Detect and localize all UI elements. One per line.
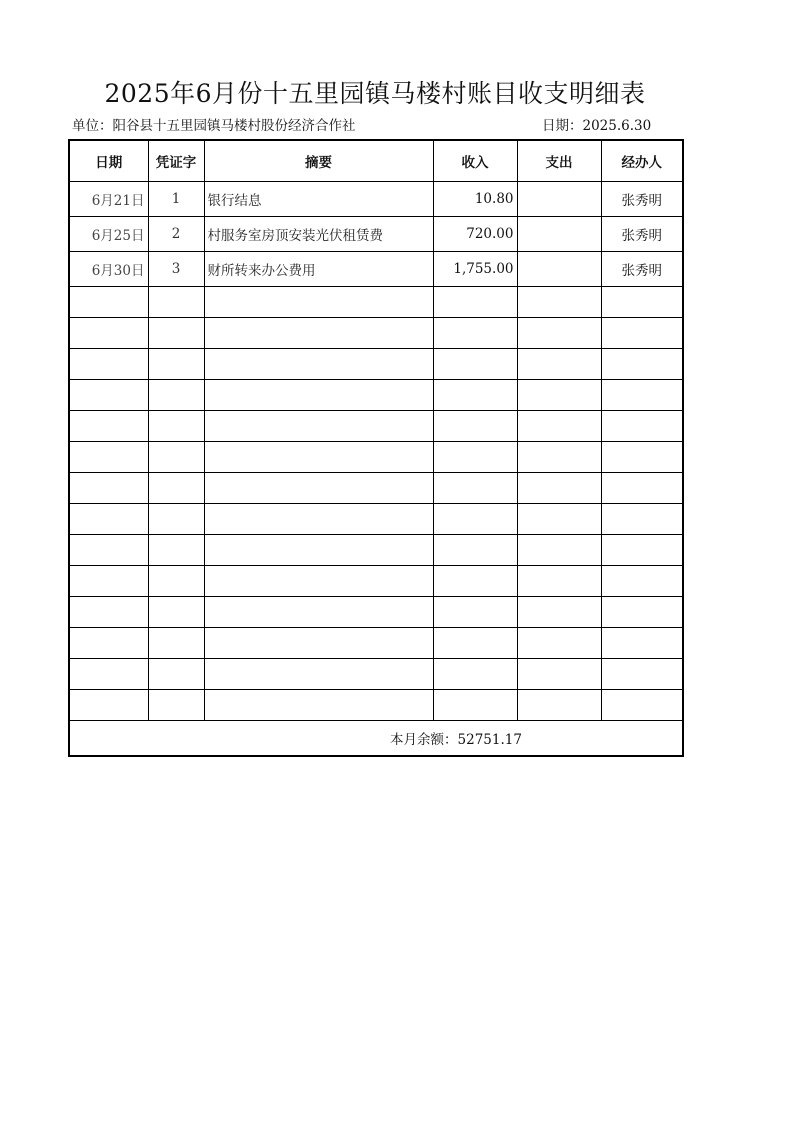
empty-cell	[517, 566, 601, 597]
empty-cell	[517, 597, 601, 628]
empty-cell	[69, 597, 148, 628]
empty-cell	[69, 628, 148, 659]
empty-cell	[69, 287, 148, 318]
cell-summary: 银行结息	[204, 182, 433, 217]
empty-row	[69, 349, 683, 380]
empty-cell	[601, 442, 683, 473]
empty-row	[69, 380, 683, 411]
empty-cell	[517, 690, 601, 721]
empty-cell	[433, 504, 517, 535]
header-voucher: 凭证字	[148, 140, 204, 182]
cell-income: 720.00	[433, 217, 517, 252]
unit-label: 单位：阳谷县十五里园镇马楼村股份经济合作社	[72, 118, 356, 134]
empty-cell	[601, 349, 683, 380]
empty-cell	[204, 659, 433, 690]
empty-cell	[148, 473, 204, 504]
empty-cell	[204, 318, 433, 349]
empty-cell	[204, 287, 433, 318]
empty-row	[69, 690, 683, 721]
empty-cell	[433, 473, 517, 504]
empty-cell	[601, 473, 683, 504]
empty-cell	[69, 349, 148, 380]
empty-cell	[601, 318, 683, 349]
empty-cell	[148, 659, 204, 690]
cell-income: 1,755.00	[433, 252, 517, 287]
empty-cell	[69, 318, 148, 349]
balance-row	[69, 721, 683, 757]
empty-cell	[517, 349, 601, 380]
empty-cell	[517, 473, 601, 504]
empty-cell	[148, 411, 204, 442]
empty-cell	[204, 566, 433, 597]
empty-cell	[204, 380, 433, 411]
empty-cell	[517, 411, 601, 442]
balance-cell	[69, 721, 683, 757]
empty-cell	[148, 442, 204, 473]
empty-cell	[148, 287, 204, 318]
empty-cell	[517, 318, 601, 349]
empty-cell	[148, 318, 204, 349]
empty-cell	[517, 287, 601, 318]
empty-cell	[204, 690, 433, 721]
empty-cell	[433, 287, 517, 318]
cell-handler: 张秀明	[601, 182, 683, 217]
empty-cell	[148, 349, 204, 380]
empty-cell	[433, 535, 517, 566]
month-balance: 本月余额：52751.17	[390, 732, 522, 748]
empty-row	[69, 287, 683, 318]
cell-expense	[517, 252, 601, 287]
empty-row	[69, 504, 683, 535]
cell-handler: 张秀明	[601, 217, 683, 252]
ledger-table	[68, 139, 684, 757]
header-expense: 支出	[517, 140, 601, 182]
cell-summary: 财所转来办公费用	[204, 252, 433, 287]
empty-cell	[69, 535, 148, 566]
empty-cell	[148, 597, 204, 628]
cell-expense	[517, 182, 601, 217]
empty-cell	[148, 690, 204, 721]
empty-cell	[601, 628, 683, 659]
empty-cell	[148, 628, 204, 659]
empty-cell	[601, 287, 683, 318]
empty-cell	[148, 535, 204, 566]
empty-cell	[148, 566, 204, 597]
empty-cell	[433, 318, 517, 349]
empty-cell	[433, 690, 517, 721]
cell-handler: 张秀明	[601, 252, 683, 287]
cell-voucher: 1	[148, 182, 204, 217]
empty-cell	[69, 659, 148, 690]
empty-cell	[204, 473, 433, 504]
empty-cell	[601, 380, 683, 411]
page-title: 2025年6月份十五里园镇马楼村账目收支明细表	[104, 79, 646, 108]
date-label: 日期：2025.6.30	[542, 118, 652, 134]
table-row	[69, 252, 683, 287]
empty-row	[69, 566, 683, 597]
empty-cell	[601, 411, 683, 442]
empty-row	[69, 442, 683, 473]
cell-summary: 村服务室房顶安装光伏租赁费	[204, 217, 433, 252]
empty-cell	[69, 380, 148, 411]
empty-cell	[517, 442, 601, 473]
cell-voucher: 2	[148, 217, 204, 252]
empty-cell	[433, 349, 517, 380]
empty-cell	[601, 535, 683, 566]
empty-cell	[601, 659, 683, 690]
cell-date: 6月21日	[69, 182, 148, 217]
empty-cell	[204, 535, 433, 566]
empty-cell	[69, 411, 148, 442]
empty-row	[69, 535, 683, 566]
empty-cell	[69, 473, 148, 504]
header-summary: 摘要	[204, 140, 433, 182]
empty-cell	[204, 597, 433, 628]
empty-row	[69, 473, 683, 504]
header-date: 日期	[69, 140, 148, 182]
empty-cell	[148, 504, 204, 535]
empty-cell	[433, 566, 517, 597]
empty-cell	[204, 411, 433, 442]
empty-cell	[601, 690, 683, 721]
header-income: 收入	[433, 140, 517, 182]
empty-row	[69, 597, 683, 628]
empty-cell	[433, 659, 517, 690]
cell-voucher: 3	[148, 252, 204, 287]
empty-row	[69, 411, 683, 442]
empty-cell	[433, 411, 517, 442]
cell-date: 6月30日	[69, 252, 148, 287]
empty-cell	[601, 597, 683, 628]
empty-cell	[517, 628, 601, 659]
empty-cell	[517, 380, 601, 411]
table-row	[69, 217, 683, 252]
empty-cell	[204, 442, 433, 473]
empty-cell	[433, 380, 517, 411]
empty-cell	[69, 442, 148, 473]
empty-cell	[601, 504, 683, 535]
empty-cell	[204, 628, 433, 659]
empty-row	[69, 318, 683, 349]
empty-cell	[69, 690, 148, 721]
empty-cell	[517, 659, 601, 690]
empty-cell	[204, 504, 433, 535]
table-row	[69, 182, 683, 217]
empty-cell	[517, 504, 601, 535]
empty-cell	[433, 597, 517, 628]
empty-cell	[433, 442, 517, 473]
table-header-row	[69, 140, 683, 182]
empty-cell	[601, 566, 683, 597]
empty-row	[69, 628, 683, 659]
cell-income: 10.80	[433, 182, 517, 217]
cell-date: 6月25日	[69, 217, 148, 252]
empty-cell	[69, 566, 148, 597]
cell-expense	[517, 217, 601, 252]
empty-cell	[69, 504, 148, 535]
empty-cell	[517, 535, 601, 566]
header-handler: 经办人	[601, 140, 683, 182]
empty-cell	[204, 349, 433, 380]
empty-cell	[148, 380, 204, 411]
empty-cell	[433, 628, 517, 659]
empty-row	[69, 659, 683, 690]
